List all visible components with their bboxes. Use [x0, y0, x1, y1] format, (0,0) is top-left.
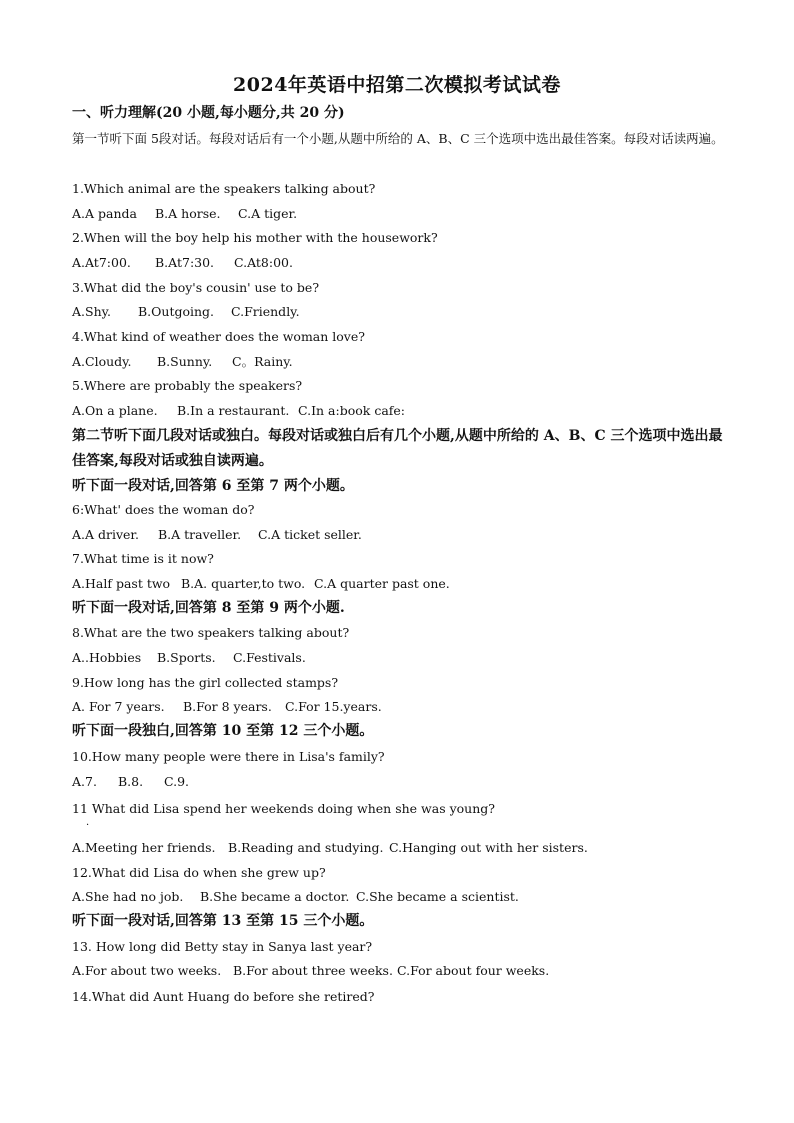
- option-a: A.Shy.: [72, 304, 111, 319]
- option-a: A. For 7 years.: [72, 699, 165, 714]
- options-11: [72, 839, 588, 857]
- option-c: C.At8:00.: [234, 255, 293, 270]
- option-b: B.Outgoing.: [138, 304, 215, 319]
- option-a: A.A driver.: [72, 527, 140, 542]
- option-b: B.A horse.: [155, 206, 221, 221]
- question-9: 9.How long has the girl collected stamps?: [72, 675, 339, 690]
- option-a: A.At7:00.: [72, 255, 131, 270]
- option-c: C.For about four weeks.: [397, 963, 550, 978]
- options-3: [72, 303, 300, 321]
- part2-instruction: 第二节听下面几段对话或独白。每段对话或独白后有几个小题,从题中所给的 A、B、C 三个选项中选出最佳答案,每段对话或独自读两遍。: [72, 428, 723, 469]
- stray-mark: ·: [86, 820, 90, 831]
- options-13: [72, 962, 549, 980]
- option-b: B.For 8 years.: [183, 699, 272, 714]
- option-a: A.7.: [72, 774, 97, 789]
- option-a: A..Hobbies: [72, 650, 142, 665]
- option-b: B.At7:30.: [155, 255, 215, 270]
- option-a: A.A panda: [72, 206, 137, 221]
- option-c: C。Rainy.: [232, 354, 293, 369]
- option-b: B.A. quarter,to two.: [181, 576, 306, 591]
- option-c: C.For 15.years.: [285, 699, 382, 714]
- option-c: C.A tiger.: [238, 206, 298, 221]
- option-b: B.Sports.: [157, 650, 216, 665]
- option-b: B.Sunny.: [157, 354, 213, 369]
- question-8: 8.What are the two speakers talking about?: [72, 625, 350, 640]
- group-heading-6-7: 听下面一段对话,回答第 6 至第 7 两个小题。: [72, 478, 354, 494]
- question-5: 5.Where are probably the speakers?: [72, 378, 303, 393]
- question-2: 2.When will the boy help his mother with the housework?: [72, 230, 438, 245]
- option-c: C.Friendly.: [231, 304, 300, 319]
- option-b: B.A traveller.: [158, 527, 242, 542]
- options-4: [72, 353, 293, 371]
- options-5: [72, 402, 405, 420]
- option-b: B.Reading and studying.: [228, 840, 384, 855]
- option-c: C.Hanging out with her sisters.: [389, 840, 588, 855]
- option-a: A.Cloudy.: [72, 354, 132, 369]
- option-a: A.On a plane.: [72, 403, 158, 418]
- question-14: 14.What did Aunt Huang do before she retired?: [72, 989, 375, 1004]
- options-6: [72, 526, 362, 544]
- option-a: A.Meeting her friends.: [72, 840, 216, 855]
- options-12: [72, 888, 519, 906]
- options-9: [72, 698, 382, 716]
- question-1: 1.Which animal are the speakers talking about?: [72, 181, 376, 196]
- option-c: C.A ticket seller.: [258, 527, 362, 542]
- options-1: [72, 205, 297, 223]
- group-heading-13-15: 听下面一段对话,回答第 13 至第 15 三个小题。: [72, 913, 374, 929]
- group-heading-10-12: 听下面一段独白,回答第 10 至第 12 三个小题。: [72, 723, 374, 739]
- question-10: 10.How many people were there in Lisa's family?: [72, 749, 385, 764]
- question-3: 3.What did the boy's cousin' use to be?: [72, 280, 320, 295]
- question-13: 13. How long did Betty stay in Sanya last year?: [72, 939, 373, 954]
- option-b: B.For about three weeks.: [233, 963, 393, 978]
- option-a: A.For about two weeks.: [72, 963, 222, 978]
- options-8: [72, 649, 306, 667]
- options-7: [72, 575, 450, 593]
- section-heading: 一、听力理解(20 小题,每小题分,共 20 分): [72, 105, 345, 121]
- question-4: 4.What kind of weather does the woman love?: [72, 329, 365, 344]
- option-c: C.In a:book cafe:: [298, 403, 406, 418]
- option-b: B.She became a doctor.: [200, 889, 350, 904]
- option-c: C.She became a scientist.: [356, 889, 519, 904]
- option-c: C.A quarter past one.: [314, 576, 450, 591]
- options-10: [72, 773, 189, 791]
- question-12: 12.What did Lisa do when she grew up?: [72, 865, 326, 880]
- options-2: [72, 254, 293, 272]
- option-c: C.Festivals.: [233, 650, 306, 665]
- option-a: A.Half past two: [72, 576, 171, 591]
- question-6: 6:What' does the woman do?: [72, 502, 255, 517]
- option-c: C.9.: [164, 774, 190, 789]
- page-title: 2024年英语中招第二次模拟考试试卷: [233, 74, 561, 96]
- part1-instruction: 第一节听下面 5段对话。每段对话后有一个小题,从题中所给的 A、B、C 三个选项中选出最佳答案。每段对话读两遍。: [72, 131, 724, 146]
- group-heading-8-9: 听下面一段对话,回答第 8 至第 9 两个小题.: [72, 600, 345, 616]
- question-11: 11 What did Lisa spend her weekends doing when she was young?: [72, 801, 495, 816]
- option-b: B.In a restaurant.: [177, 403, 290, 418]
- question-7: 7.What time is it now?: [72, 551, 214, 566]
- option-a: A.She had no job.: [72, 889, 184, 904]
- option-b: B.8.: [118, 774, 144, 789]
